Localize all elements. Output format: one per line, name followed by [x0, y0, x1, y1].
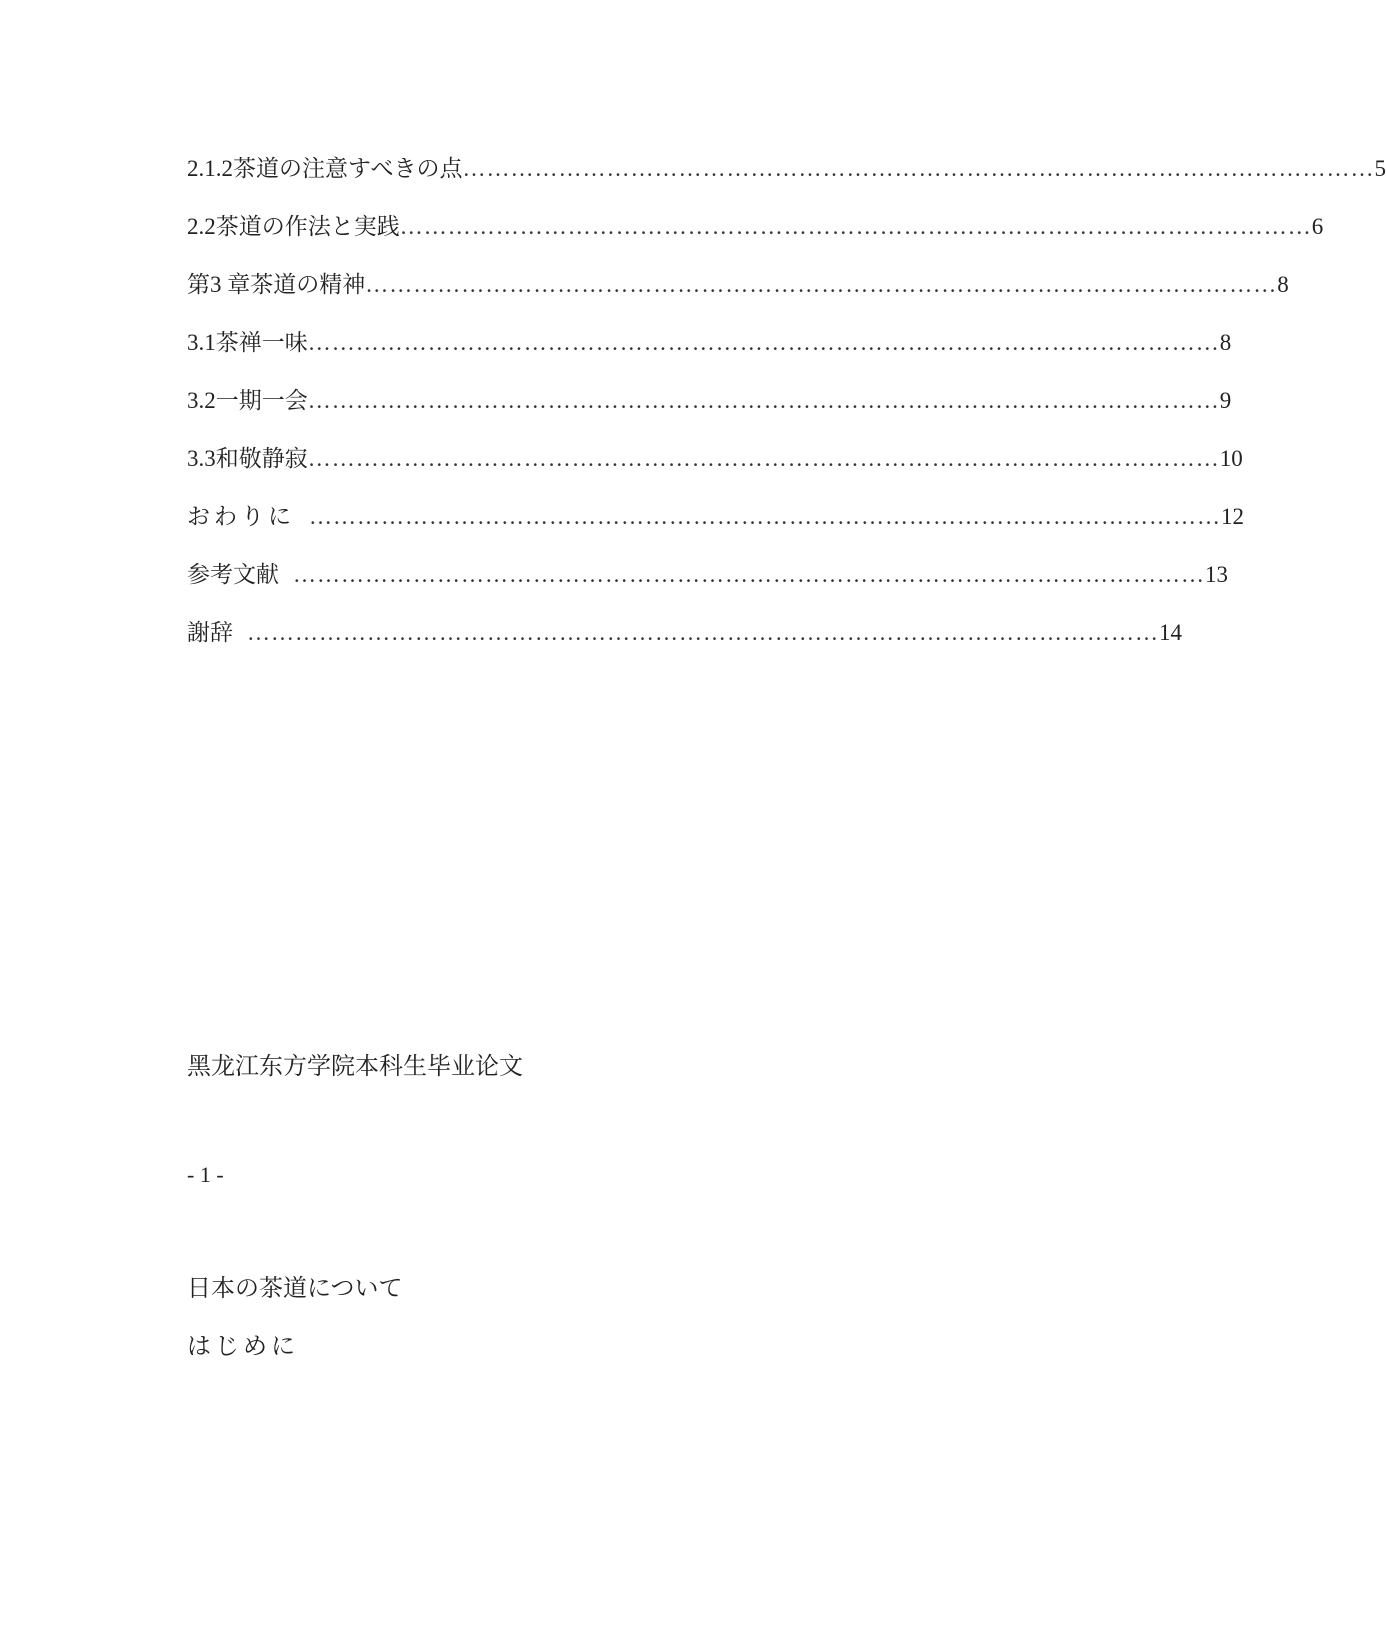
- section-heading: はじめに: [187, 1334, 299, 1360]
- toc-entry-number: 2.2: [187, 214, 216, 239]
- toc-entry-page: 12: [1221, 504, 1244, 529]
- toc-entry-page: 8: [1219, 330, 1232, 355]
- university-header: 黑龙江东方学院本科生毕业论文: [187, 1054, 523, 1080]
- toc-dot-leader: ……………………………………………………………………………………………………: [307, 446, 1220, 471]
- toc-entry-number: 3.3: [187, 446, 216, 471]
- toc-entry[interactable]: [187, 382, 1232, 414]
- toc-dot-leader: ……………………………………………………………………………………………………: [462, 156, 1375, 181]
- toc-dot-leader: ……………………………………………………………………………………………………: [365, 272, 1278, 297]
- toc-entry-page: 6: [1311, 214, 1324, 239]
- toc-entry-number: 3.1: [187, 330, 216, 355]
- toc-entry-page: 9: [1219, 388, 1232, 413]
- toc-entry-title: 茶禅一味: [215, 330, 308, 355]
- toc-dot-leader: ……………………………………………………………………………………………………: [247, 620, 1159, 645]
- toc-entry-page: 10: [1219, 446, 1243, 471]
- toc-entry-page: 14: [1159, 620, 1182, 645]
- toc-entry-page: 5: [1374, 156, 1386, 181]
- toc-entry-page: 8: [1277, 272, 1289, 297]
- toc-entry[interactable]: [187, 266, 1289, 298]
- toc-entry[interactable]: [187, 208, 1324, 240]
- toc-entry-title: おわりに: [187, 504, 295, 529]
- toc-entry-number: 2.1.2: [187, 156, 233, 181]
- toc-entry-page: 13: [1205, 562, 1228, 587]
- toc-entry[interactable]: [187, 150, 1386, 182]
- toc-entry-number: 3.2: [187, 388, 216, 413]
- toc-entry-title: 茶道の精神: [250, 272, 366, 297]
- toc-entry-title: 茶道の作法と実践: [215, 214, 400, 239]
- toc-entry[interactable]: [187, 614, 1182, 646]
- thesis-title: 日本の茶道について: [187, 1276, 403, 1302]
- toc-dot-leader: ……………………………………………………………………………………………………: [307, 330, 1220, 355]
- toc-dot-leader: ……………………………………………………………………………………………………: [293, 562, 1205, 587]
- toc-entry-number: 第3 章: [187, 272, 251, 297]
- toc-dot-leader: ……………………………………………………………………………………………………: [307, 388, 1220, 413]
- page-number: - 1 -: [187, 1162, 224, 1187]
- toc-entry-title: 謝辞: [187, 620, 233, 645]
- toc-entry[interactable]: [187, 556, 1228, 588]
- toc-entry[interactable]: [187, 324, 1232, 356]
- toc-entry[interactable]: [187, 498, 1244, 530]
- toc-dot-leader: ……………………………………………………………………………………………………: [399, 214, 1312, 239]
- toc-entry-title: 茶道の注意すべきの点: [233, 156, 463, 181]
- toc-entry-title: 一期一会: [215, 388, 308, 413]
- toc-entry[interactable]: [187, 440, 1243, 472]
- toc-entry-title: 参考文献: [187, 562, 279, 587]
- toc-entry-title: 和敬静寂: [215, 446, 308, 471]
- toc-dot-leader: ……………………………………………………………………………………………………: [309, 504, 1221, 529]
